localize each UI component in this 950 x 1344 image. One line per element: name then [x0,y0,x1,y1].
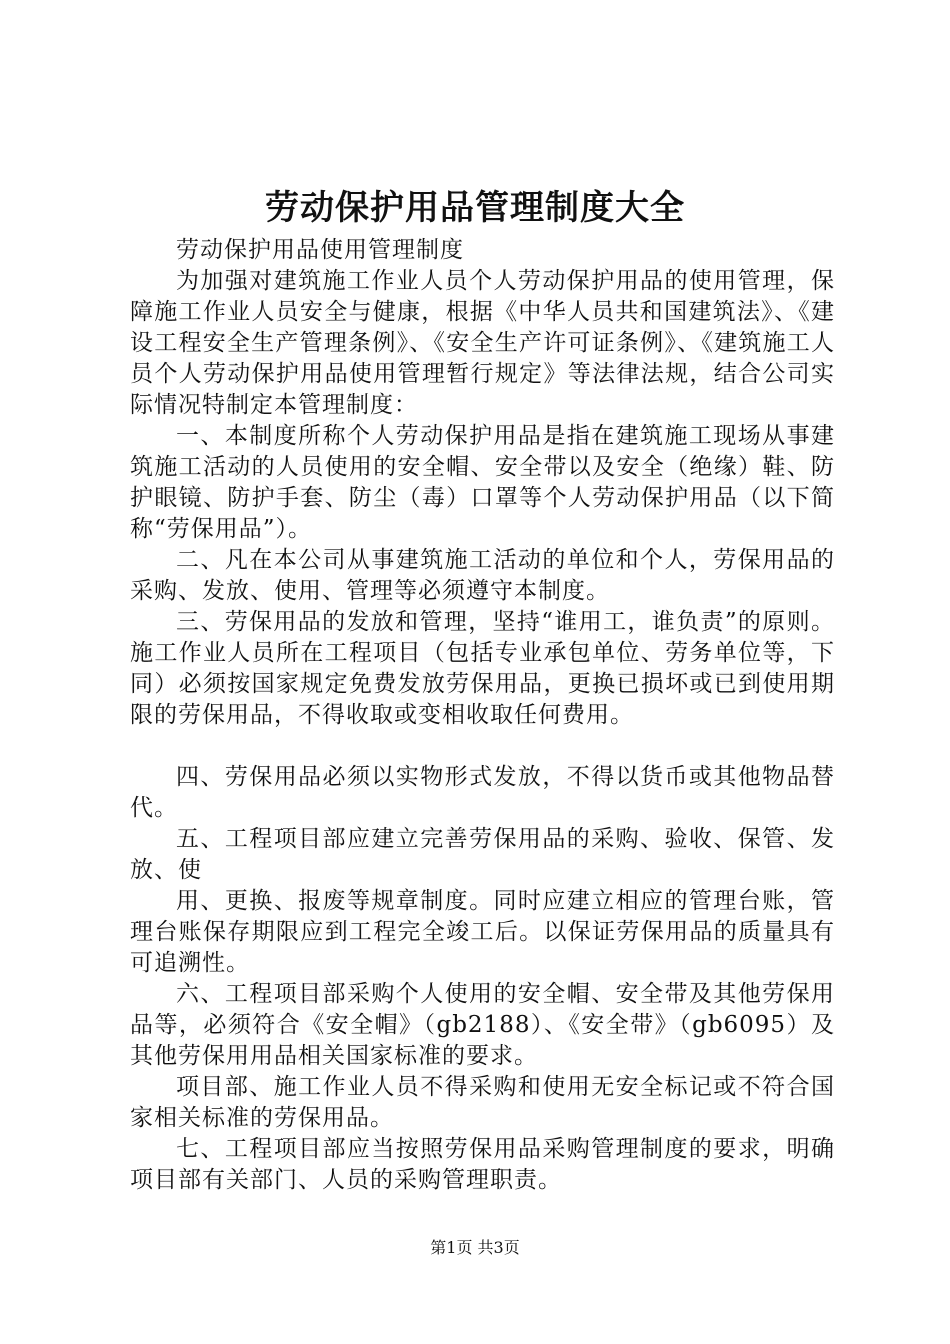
paragraph-1: 一、本制度所称个人劳动保护用品是指在建筑施工现场从事建筑施工活动的人员使用的安全帽、安全带以及安全（绝缘）鞋、防护眼镜、防护手套、防尘（毒）口罩等个人劳动保护用品（以下简称“劳保用品”）。 [130,423,835,542]
paragraph-7: 七、工程项目部应当按照劳保用品采购管理制度的要求，明确项目部有关部门、人员的采购管理职责。 [130,1136,835,1193]
paragraph-2: 二、凡在本公司从事建筑施工活动的单位和个人，劳保用品的采购、发放、使用、管理等必须遵守本制度。 [130,547,835,604]
paragraph-5-continued: 用、更换、报废等规章制度。同时应建立相应的管理台账，管理台账保存期限应到工程完全竣工后。以保证劳保用品的质量具有可追溯性。 [130,888,835,976]
section-heading: 劳动保护用品使用管理制度 [176,237,464,263]
document-body [130,235,835,1196]
paragraph-intro: 为加强对建筑施工作业人员个人劳动保护用品的使用管理，保障施工作业人员安全与健康，根据《中华人员共和国建筑法》、《建设工程安全生产管理条例》、《安全生产许可证条例》、《建筑施工人员个人劳动保护用品使用管理暂行规定》等法律法规，结合公司实际情况特制定本管理制度： [130,268,835,418]
paragraph-5: 五、工程项目部应建立完善劳保用品的采购、验收、保管、发放、使 [130,826,835,883]
paragraph-4: 四、劳保用品必须以实物形式发放，不得以货币或其他物品替代。 [130,764,835,821]
paragraph-6-note: 项目部、施工作业人员不得采购和使用无安全标记或不符合国家相关标准的劳保用品。 [130,1074,835,1131]
paragraph-6: 六、工程项目部采购个人使用的安全帽、安全带及其他劳保用品等，必须符合《安全帽》（gb2188）、《安全带》（gb6095）及其他劳保用用品相关国家标准的要求。 [130,981,835,1069]
paragraph-3: 三、劳保用品的发放和管理，坚持“谁用工，谁负责”的原则。施工作业人员所在工程项目（包括专业承包单位、劳务单位等，下同）必须按国家规定免费发放劳保用品，更换已损坏或已到使用期限的劳保用品，不得收取或变相收取任何费用。 [130,609,835,728]
page-number: 第1页 共3页 [430,1238,520,1257]
document-title: 劳动保护用品管理制度大全 [265,188,685,228]
